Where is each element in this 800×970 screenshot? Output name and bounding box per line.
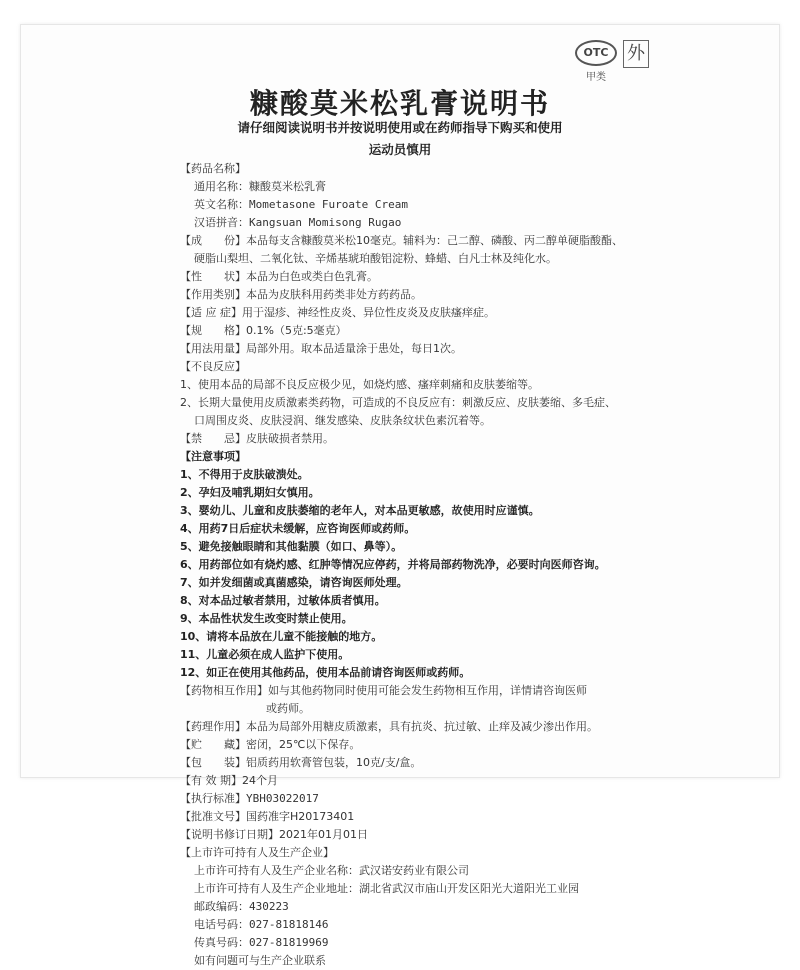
adverse-item-cont <box>180 412 620 430</box>
section-text: 24个月 <box>242 774 278 787</box>
pinyin-name-row <box>180 214 620 232</box>
section-label: 【有 效 期】 <box>180 774 242 787</box>
section-text: YBH03022017 <box>246 792 319 805</box>
standard-row <box>180 790 620 808</box>
section-label: 【性 状】 <box>180 270 246 283</box>
precaution-item: 3、婴幼儿、儿童和皮肤萎缩的老年人，对本品更敏感，故使用时应谨慎。 <box>180 504 540 517</box>
otc-oval-label: OTC <box>575 40 617 66</box>
field-label: 邮政编码： <box>194 900 249 913</box>
contraindications-row <box>180 430 620 448</box>
section-label: 【不良反应】 <box>180 360 246 373</box>
precaution-item: 9、本品性状发生改变时禁止使用。 <box>180 612 353 625</box>
drug-name-header <box>180 160 620 178</box>
fax-row <box>180 934 620 952</box>
section-text: 如与其他药物同时使用可能会发生药物相互作用，详情请咨询医师 <box>268 684 587 697</box>
indications-row <box>180 304 620 322</box>
external-use-badge: 外 <box>623 40 649 68</box>
section-label: 【规 格】 <box>180 324 246 337</box>
section-label: 【成 份】 <box>180 234 246 247</box>
section-label: 【药品名称】 <box>180 162 246 175</box>
english-name-row <box>180 196 620 214</box>
section-text: 或药师。 <box>266 702 310 715</box>
athlete-warning: 运动员慎用 <box>368 142 432 157</box>
generic-name-row <box>180 178 620 196</box>
precaution-item: 11、儿童必须在成人监护下使用。 <box>180 648 350 661</box>
section-text: 本品为局部外用糖皮质激素，具有抗炎、抗过敏、止痒及减少渗出作用。 <box>246 720 598 733</box>
storage-row <box>180 736 620 754</box>
section-label: 【说明书修订日期】 <box>180 828 279 841</box>
company-name-row <box>180 862 620 880</box>
properties-row <box>180 268 620 286</box>
adverse-item <box>180 394 620 412</box>
field-label: 汉语拼音： <box>194 216 249 229</box>
usage-row <box>180 340 620 358</box>
section-label: 【用法用量】 <box>180 342 246 355</box>
section-label: 【适 应 症】 <box>180 306 242 319</box>
otc-badge-group <box>575 40 649 83</box>
field-value: 430223 <box>249 900 289 913</box>
section-text: 皮肤破损者禁用。 <box>246 432 334 445</box>
field-label: 上市许可持有人及生产企业地址： <box>194 882 359 895</box>
section-label: 【药物相互作用】 <box>180 684 268 697</box>
company-header <box>180 844 620 862</box>
section-text: 1、使用本品的局部不良反应极少见，如烧灼感、瘙痒刺痛和皮肤萎缩等。 <box>180 378 539 391</box>
field-value: Kangsuan Momisong Rugao <box>249 216 402 229</box>
section-text: 局部外用。取本品适量涂于患处，每日1次。 <box>246 342 462 355</box>
package-row <box>180 754 620 772</box>
category-row <box>180 286 620 304</box>
field-label: 通用名称： <box>194 180 249 193</box>
company-address-row <box>180 880 620 898</box>
precaution-item: 6、用药部位如有烧灼感、红肿等情况应停药，并将局部药物洗净，必要时向医师咨询。 <box>180 558 606 571</box>
field-value: 027-81818146 <box>249 918 329 931</box>
section-label: 【作用类别】 <box>180 288 246 301</box>
precaution-item: 5、避免接触眼睛和其他黏膜（如口、鼻等）。 <box>180 540 403 553</box>
approval-row <box>180 808 620 826</box>
section-text: 0.1%（5克:5毫克） <box>246 324 347 337</box>
precaution-item: 10、请将本品放在儿童不能接触的地方。 <box>180 630 383 643</box>
precaution-item: 7、如并发细菌或真菌感染，请咨询医师处理。 <box>180 576 408 589</box>
field-value: 湖北省武汉市庙山开发区阳光大道阳光工业园 <box>359 882 579 895</box>
precautions-list <box>180 466 620 682</box>
validity-row <box>180 772 620 790</box>
section-text: 2、长期大量使用皮质激素类药物，可造成的不良反应有：刺激反应、皮肤萎缩、多毛症、 <box>180 396 616 409</box>
section-text: 国药准字H20173401 <box>246 810 355 823</box>
precaution-item: 1、不得用于皮肤破溃处。 <box>180 468 309 481</box>
section-label: 【药理作用】 <box>180 720 246 733</box>
composition-row-2 <box>180 250 620 268</box>
field-label: 传真号码： <box>194 936 249 949</box>
section-label: 【贮 藏】 <box>180 738 246 751</box>
precaution-item: 2、孕妇及哺乳期妇女慎用。 <box>180 486 320 499</box>
otc-badge <box>575 40 617 83</box>
section-label: 【注意事项】 <box>180 450 246 463</box>
precaution-item: 4、用药7日后症状未缓解，应咨询医师或药师。 <box>180 522 416 535</box>
section-label: 【禁 忌】 <box>180 432 246 445</box>
section-text: 用于湿疹、神经性皮炎、异位性皮炎及皮肤瘙痒症。 <box>242 306 495 319</box>
revision-row <box>180 826 620 844</box>
precaution-item: 8、对本品过敏者禁用，过敏体质者慎用。 <box>180 594 386 607</box>
field-value: 027-81819969 <box>249 936 329 949</box>
leaflet-body <box>180 160 623 970</box>
composition-row <box>180 232 623 250</box>
section-text: 本品为白色或类白色乳膏。 <box>246 270 378 283</box>
section-text: 铝质药用软膏管包装，10克/支/盒。 <box>246 756 422 769</box>
section-label: 【上市许可持有人及生产企业】 <box>180 846 334 859</box>
interactions-row <box>180 682 620 700</box>
precaution-item: 12、如正在使用其他药品，使用本品前请咨询医师或药师。 <box>180 666 471 679</box>
field-label: 英文名称： <box>194 198 249 211</box>
section-text: 密闭，25℃以下保存。 <box>246 738 361 751</box>
phone-row <box>180 916 620 934</box>
interactions-row-2 <box>180 700 620 718</box>
section-text: 硬脂山梨坦、二氧化钛、辛烯基琥珀酸铝淀粉、蜂蜡、白凡士林及纯化水。 <box>194 252 557 265</box>
document-instruction: 请仔细阅读说明书并按说明使用或在药师指导下购买和使用 <box>237 120 563 135</box>
field-label: 电话号码： <box>194 918 249 931</box>
section-text: 口周围皮炎、皮肤浸润、继发感染、皮肤条纹状色素沉着等。 <box>194 414 491 427</box>
field-label: 上市许可持有人及生产企业名称： <box>194 864 359 877</box>
precautions-header <box>180 448 620 466</box>
document-title: 糠酸莫米松乳膏说明书 <box>249 87 550 120</box>
section-label: 【批准文号】 <box>180 810 246 823</box>
section-label: 【包 装】 <box>180 756 246 769</box>
pharmacology-row <box>180 718 620 736</box>
adverse-item <box>180 376 620 394</box>
otc-class-label: 甲类 <box>586 72 606 83</box>
field-value: 糠酸莫米松乳膏 <box>249 180 326 193</box>
section-text: 本品为皮肤科用药类非处方药药品。 <box>246 288 422 301</box>
section-text: 2021年01月01日 <box>279 828 368 841</box>
contact-note: 如有问题可与生产企业联系 <box>194 954 326 967</box>
field-value: 武汉诺安药业有限公司 <box>359 864 469 877</box>
section-label: 【执行标准】 <box>180 792 246 805</box>
adverse-header <box>180 358 620 376</box>
zip-row <box>180 898 620 916</box>
section-text: 本品每支含糠酸莫米松10毫克。辅料为：己二醇、磷酸、丙二醇单硬脂酸酯、 <box>246 234 623 247</box>
field-value: Mometasone Furoate Cream <box>249 198 408 211</box>
specification-row <box>180 322 620 340</box>
